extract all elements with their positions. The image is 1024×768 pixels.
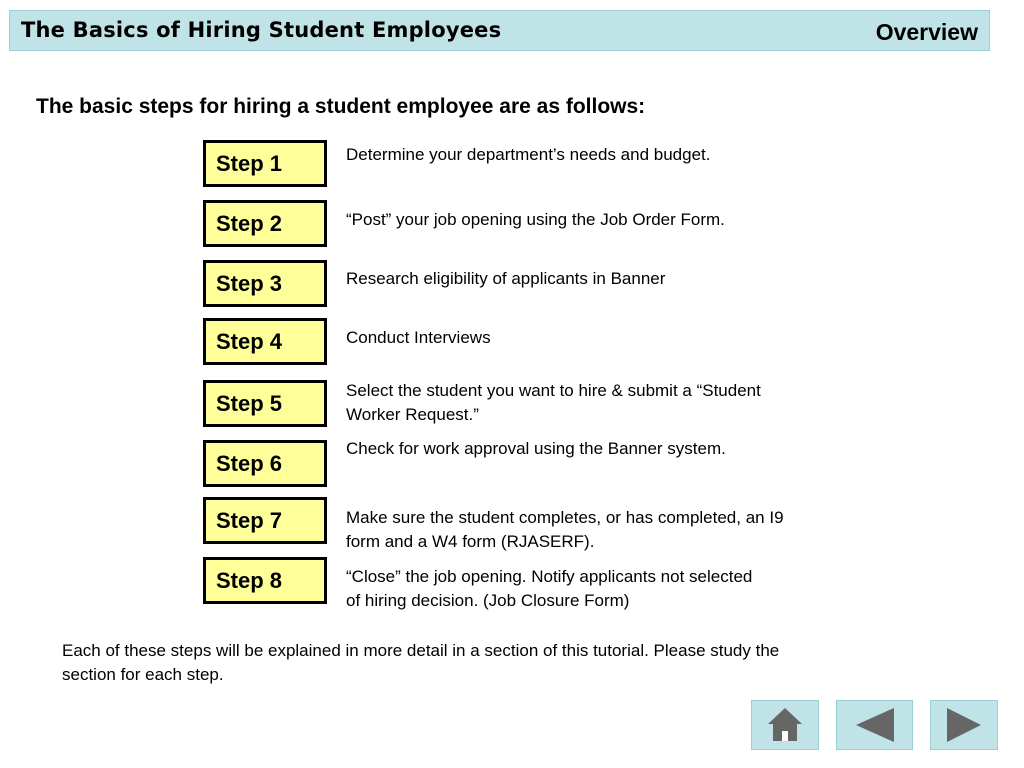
step-7-label: Step 7 [216, 507, 283, 533]
title-bar [9, 10, 990, 51]
triangle-right-icon [944, 706, 984, 744]
section-title: Overview [875, 19, 978, 45]
step-1-box [203, 140, 327, 187]
step-3-label: Step 3 [216, 270, 283, 296]
home-icon [765, 705, 805, 745]
step-4-description: Conduct Interviews [346, 328, 491, 347]
step-5-description: Select the student you want to hire & submit a “Student Worker Request.” [346, 381, 761, 424]
back-button[interactable] [836, 700, 913, 750]
page-title: The Basics of Hiring Student Employees [21, 18, 502, 42]
home-button[interactable] [751, 700, 819, 750]
forward-button[interactable] [930, 700, 998, 750]
step-6-description: Check for work approval using the Banner system. [346, 439, 726, 458]
step-6-label: Step 6 [216, 450, 283, 476]
step-8-description: “Close” the job opening. Notify applicants not selected of hiring decision. (Job Closure Form) [346, 567, 753, 610]
step-5-box [203, 380, 327, 427]
step-3-description: Research eligibility of applicants in Banner [346, 269, 666, 288]
step-8-box [203, 557, 327, 604]
step-2-label: Step 2 [216, 210, 283, 236]
step-4-label: Step 4 [216, 328, 283, 354]
step-7-description: Make sure the student completes, or has completed, an I9 form and a W4 form (RJASERF). [346, 508, 784, 551]
triangle-left-icon [853, 706, 897, 744]
step-2-box [203, 200, 327, 247]
step-1-label: Step 1 [216, 150, 283, 176]
intro-heading: The basic steps for hiring a student employee are as follows: [36, 95, 646, 118]
step-7-box [203, 497, 327, 544]
step-1-description: Determine your department’s needs and budget. [346, 145, 711, 164]
step-4-box [203, 318, 327, 365]
step-6-box [203, 440, 327, 487]
step-5-label: Step 5 [216, 390, 283, 416]
step-2-description: “Post” your job opening using the Job Order Form. [346, 210, 725, 229]
step-8-label: Step 8 [216, 567, 283, 593]
step-3-box [203, 260, 327, 307]
footer-note: Each of these steps will be explained in more detail in a section of this tutorial. Please study the section for each step. [62, 641, 780, 684]
